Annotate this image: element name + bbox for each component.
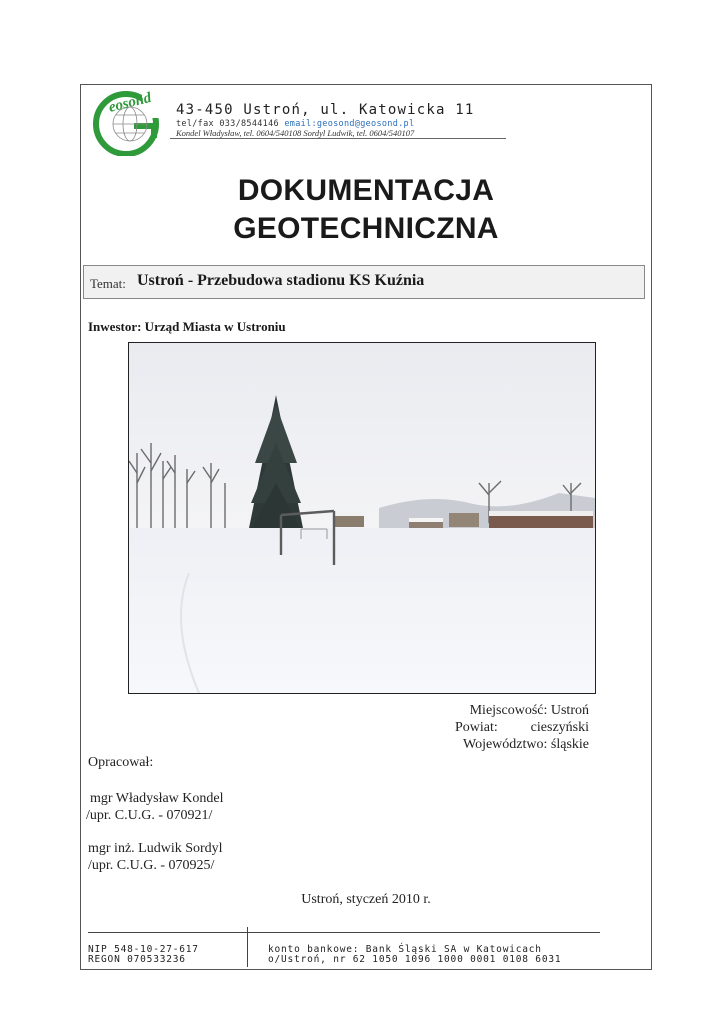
author2-name: mgr inż. Ludwik Sordyl xyxy=(88,841,223,856)
location-voivodeship: Województwo: śląskie xyxy=(462,737,589,752)
location-place: Miejscowość: Ustroń xyxy=(469,703,589,718)
topic-value: Ustroń - Przebudowa stadionu KS Kuźnia xyxy=(137,272,425,289)
tel-fax: tel/fax 033/8544146 xyxy=(176,119,285,129)
footer-regon: REGON 070533236 xyxy=(88,954,186,965)
date-place: Ustroń, styczeń 2010 r. xyxy=(301,892,431,907)
investor-line: Inwestor: Urząd Miasta w Ustroniu xyxy=(88,319,286,334)
footer-divider xyxy=(88,932,600,933)
company-owners: Kondel Władysław, tel. 0604/540108 Sordyl Ludwik, tel. 0604/540107 xyxy=(176,128,415,138)
document-title-line1: DOKUMENTACJA xyxy=(237,174,495,207)
footer-bank-line1: konto bankowe: Bank Śląski SA w Katowicach xyxy=(268,944,542,955)
topic-box xyxy=(83,265,645,299)
author1-license: /upr. C.U.G. - 070921/ xyxy=(86,808,213,823)
county-label: Powiat: xyxy=(455,720,498,735)
svg-text:eosond: eosond xyxy=(107,89,154,116)
geosond-logo xyxy=(90,88,174,156)
location-county xyxy=(455,720,589,736)
footer-bank-line2: o/Ustroń, nr 62 1050 1096 1000 0001 0108 6031 xyxy=(268,954,562,965)
email-link[interactable]: email:geosond@geosond.pl xyxy=(284,119,415,129)
footer-nip: NIP 548-10-27-617 xyxy=(88,944,199,955)
company-address: 43-450 Ustroń, ul. Katowicka 11 xyxy=(176,102,475,118)
topic-label: Temat: xyxy=(90,276,126,291)
author1-name: mgr Władysław Kondel xyxy=(90,791,224,806)
author2-license: /upr. C.U.G. - 070925/ xyxy=(88,858,215,873)
county-value: cieszyński xyxy=(530,720,589,735)
authors-heading: Opracował: xyxy=(88,755,154,770)
footer-vertical-divider xyxy=(247,927,248,967)
stadium-photo xyxy=(128,342,596,694)
document-title-line2: GEOTECHNICZNA xyxy=(233,212,499,245)
header-divider xyxy=(170,138,506,139)
